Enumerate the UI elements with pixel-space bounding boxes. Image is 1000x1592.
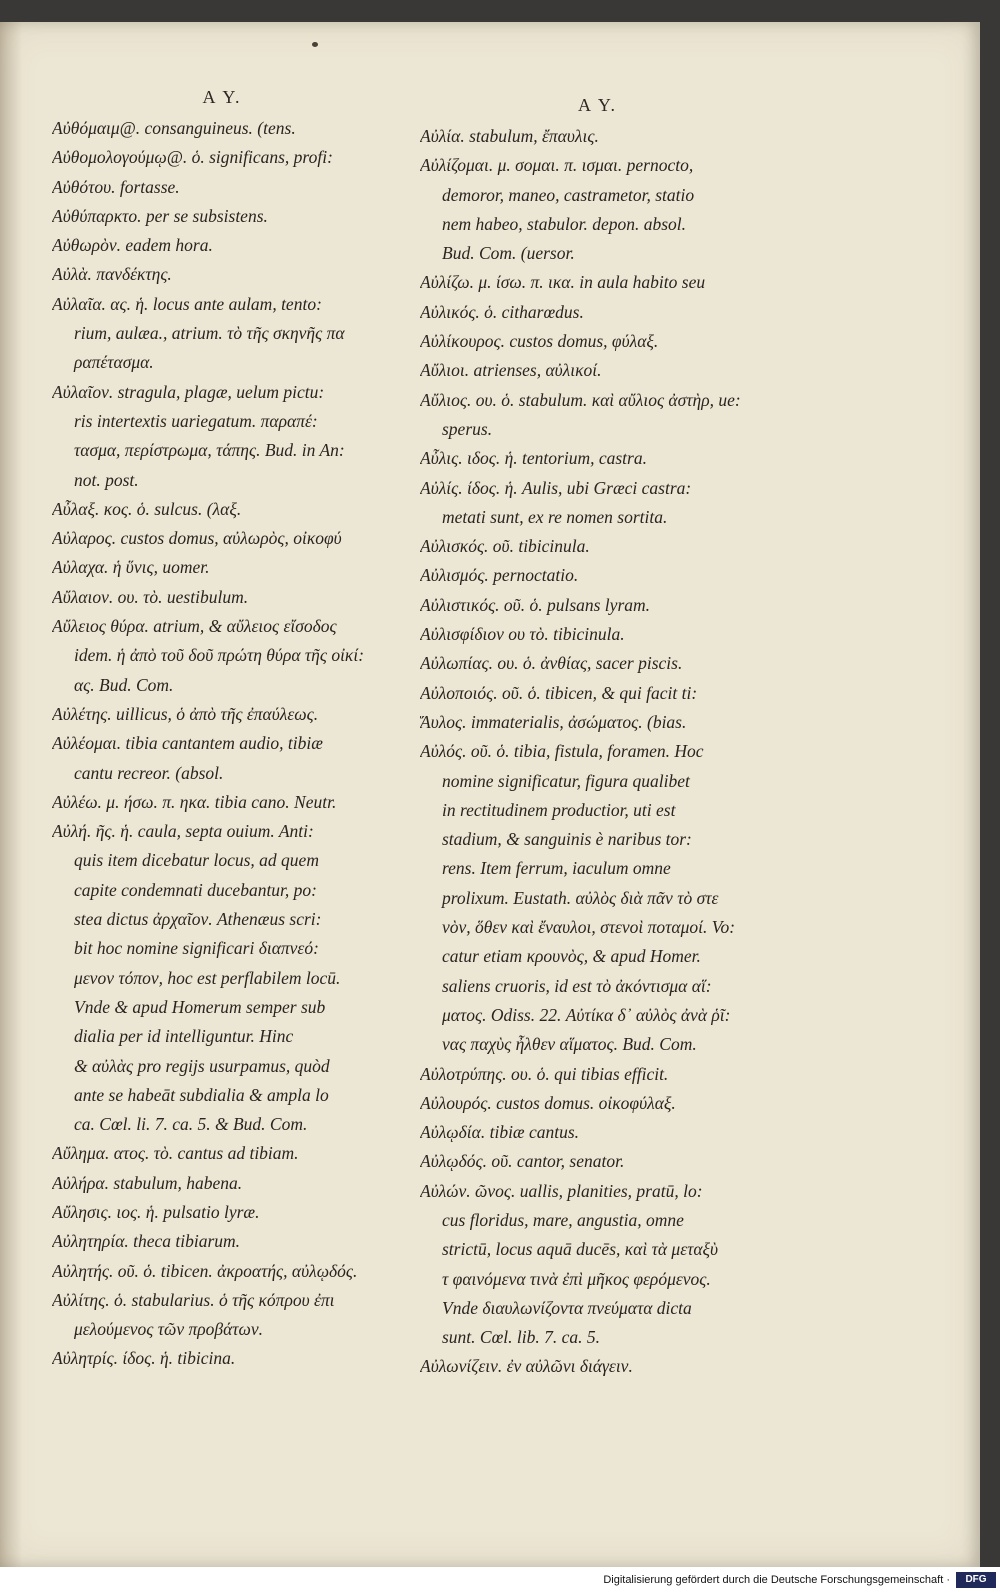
entry-line: Αὐθωρὸν. eadem hora. (52, 235, 213, 256)
entry-line: Αὐλέτης. uillicus, ὁ ἀπὸ τῆς ἐπαύλεως. (52, 703, 319, 724)
entry-line: Αὔλησις. ιος. ἡ. pulsatio lyræ. (52, 1201, 260, 1222)
entry-line: Αὐλή. ῆς. ἡ. caula, septa ouium. Anti: (52, 821, 314, 842)
entry-line: Αὐθύπαρκτο. per se subsistens. (52, 205, 268, 226)
left-column (52, 82, 392, 1374)
ink-spot (312, 42, 318, 47)
entry-line: ματος. Odiss. 22. Αὐτίκα δ᾽ αὐλὸς ἀνὰ ῥῖ: (442, 1004, 731, 1025)
scanned-page (0, 22, 980, 1567)
entry-line: Αὐλήρα. stabulum, habena. (52, 1172, 243, 1193)
entry-line: Vnde διαυλωνίζοντα πνεύματα dicta (442, 1297, 692, 1318)
entry-line: Αὐλαχα. ἡ ὕνις, uomer. (52, 557, 210, 578)
right-column (420, 90, 775, 1382)
entry-line: stadium, & sanguinis è naribus tor: (442, 829, 692, 850)
entry-line: Αὐλητρίς. ίδος. ἡ. tibicina. (52, 1348, 236, 1369)
entry-line: Αὐλία. stabulum, ἔπαυλις. (420, 126, 599, 146)
entry-line: Αὐλός. οῦ. ὁ. tibia, fistula, foramen. Hoc (420, 741, 704, 762)
entry-line: νας παχὺς ἦλθεν αἵματος. Bud. Com. (442, 1034, 697, 1055)
entry-line: Αὐλισφίδιον ου τὸ. tibicinula. (420, 624, 625, 645)
entry-line: Αὐλιστικός. οῦ. ὁ. pulsans lyram. (420, 594, 651, 615)
right-entry-list (420, 122, 775, 1382)
dfg-logo: DFG (956, 1572, 996, 1588)
entry-line: νὸν, ὅθεν καὶ ἔναυλοι, στενοὶ ποταμοί. Vo: (442, 917, 736, 938)
entry-line: ας. Bud. Com. (74, 674, 174, 695)
entry-line: quis item dicebatur locus, ad quem (74, 850, 319, 871)
entry-line: in rectitudinem productior, uti est (442, 799, 676, 820)
entry-line: Bud. Com. (uersor. (442, 243, 575, 264)
entry-line: Αὐθότου. fortasse. (52, 176, 180, 197)
entry-line: not. post. (74, 469, 139, 490)
entry-line: Αὐλέομαι. tibia cantantem audio, tibiæ (52, 733, 323, 754)
entry-line: cantu recreor. (absol. (74, 762, 224, 783)
entry-line: Αὐλητής. οῦ. ὁ. tibicen. ἀκροατής, αὐλῳδός. (52, 1260, 358, 1281)
entry-line: sperus. (442, 418, 493, 439)
entry-line: cus floridus, mare, angustia, omne (442, 1209, 684, 1230)
entry-line: Αὐλοτρύπης. ου. ὁ. qui tibias efficit. (420, 1063, 669, 1084)
entry-line: Αὐλίζω. μ. ίσω. π. ικα. in aula habito seu (420, 272, 706, 293)
entry-line: τ φαινόμενα τινὰ ἐπὶ μῆκος φερόμενος. (442, 1268, 711, 1289)
entry-line: nomine significatur, figura qualibet (442, 770, 690, 791)
entry-line: strictū, locus aquā ducēs, καὶ τὰ μεταξὺ (442, 1239, 719, 1260)
entry-line: catur etiam κρουνὸς, & apud Homer. (442, 946, 701, 967)
entry-line: Αὐλὰ. πανδέκτης. (52, 264, 172, 285)
entry-line: stea dictus ἀρχαῖον. Athenæus scri: (74, 909, 322, 930)
entry-line: Αὐλαῖον. stragula, plagæ, uelum pictu: (52, 381, 325, 402)
entry-line: Αὐθομολογούμῳ@. ὁ. significans, profi: (52, 147, 333, 168)
entry-line: Αὐλίκουρος. custos domus, φύλαξ. (420, 331, 659, 352)
left-entry-list (52, 114, 392, 1374)
entry-line: Αὐλών. ῶνος. uallis, planities, pratū, lo: (420, 1180, 703, 1201)
entry-line: & αὐλὰς pro regijs usurpamus, quòd (74, 1055, 330, 1076)
entry-line: τασμα, περίστρωμα, τάπης. Bud. in An: (74, 440, 345, 461)
entry-line: Αὔλιοι. atrienses, αὐλικοί. (420, 360, 602, 381)
entry-line: Αὐλαρος. custos domus, αὐλωρὸς, οἰκοφύ (52, 528, 342, 549)
entry-line: Αὐθόμαιμ@. consanguineus. (tens. (52, 118, 296, 138)
entry-line: Αὐλίς. ίδος. ἡ. Aulis, ubi Græci castra: (420, 477, 692, 498)
entry-line: Αὐλητηρία. theca tibiarum. (52, 1231, 241, 1252)
entry-line: Αὐλικός. ὁ. citharœdus. (420, 301, 584, 322)
entry-line: metati sunt, ex re nomen sortita. (442, 506, 668, 527)
entry-line: Αὐλίτης. ὁ. stabularius. ὁ τῆς κόπρου ἐπι (52, 1289, 335, 1310)
entry-line: idem. ἡ ἀπὸ τοῦ δοῦ πρώτη θύρα τῆς οἰκί: (74, 645, 365, 666)
entry-line: sunt. Cœl. lib. 7. ca. 5. (442, 1327, 600, 1348)
entry-line: Αὔλειος θύρα. atrium, & αὔλειος εἴσοδος (52, 616, 337, 637)
entry-line: ante se habeāt subdialia & ampla lo (74, 1084, 329, 1105)
entry-line: Αὐλισκός. οῦ. tibicinula. (420, 536, 590, 557)
entry-line: μελούμενος τῶν προβάτων. (74, 1319, 264, 1340)
funding-credit: Digitalisierung gefördert durch die Deutsche Forschungsgemeinschaft · (603, 1574, 950, 1586)
left-running-header: A Y. (202, 87, 242, 107)
entry-line: μενον τόπον, hoc est perflabilem locū. (74, 967, 341, 988)
entry-line: Αὐλῳδία. tibiæ cantus. (420, 1122, 580, 1143)
entry-line: Αὐλοποιός. οῦ. ὁ. tibicen, & qui facit ti: (420, 682, 698, 703)
entry-line: Αὖλις. ιδος. ἡ. tentorium, castra. (420, 448, 647, 469)
entry-line: Αὐλισμός. pernoctatio. (420, 565, 579, 586)
entry-line: Αὔλιος. ου. ὁ. stabulum. καὶ αὔλιος ἀστὴρ, ue: (420, 389, 741, 410)
entry-line: Αὐλουρός. custos domus. οἰκοφύλαξ. (420, 1092, 676, 1113)
entry-line: demoror, maneo, castrametor, statio (442, 184, 695, 205)
entry-line: dialia per id intelliguntur. Hinc (74, 1026, 294, 1047)
entry-line: prolixum. Eustath. αὐλὸς διὰ πᾶν τὸ στε (442, 887, 719, 908)
entry-line: Vnde & apud Homerum semper sub (74, 996, 326, 1017)
entry-line: rens. Item ferrum, iaculum omne (442, 858, 671, 879)
entry-line: rium, aulæa., atrium. τὸ τῆς σκηνῆς πα (74, 323, 345, 344)
entry-line: Ἄυλος. immaterialis, ἀσώματος. (bias. (420, 711, 687, 732)
entry-line: Αὐλωπίας. ου. ὁ. ἀνθίας, sacer piscis. (420, 653, 683, 674)
entry-line: ραπέτασμα. (74, 352, 154, 373)
entry-line: bit hoc nomine significari διαπνεό: (74, 938, 319, 959)
entry-line: ca. Cœl. li. 7. ca. 5. & Bud. Com. (74, 1114, 308, 1135)
entry-line: Αὐλέω. μ. ήσω. π. ηκα. tibia cano. Neutr. (52, 791, 337, 812)
right-running-header: A Y. (577, 95, 618, 115)
entry-line: Αὐλῳδός. οῦ. cantor, senator. (420, 1151, 625, 1172)
entry-line: saliens cruoris, id est τὸ ἀκόντισμα αἵ: (442, 975, 712, 996)
entry-line: Αὖλαξ. κος. ὁ. sulcus. (λαξ. (52, 498, 242, 519)
entry-line: nem habeo, stabulor. depon. absol. (442, 213, 687, 234)
entry-line: capite condemnati ducebantur, po: (74, 879, 318, 900)
entry-line: ris intertextis uariegatum. παραπέ: (74, 410, 318, 431)
entry-line: Αὐλαῖα. ας. ἡ. locus ante aulam, tento: (52, 293, 322, 314)
entry-line: Αὔλαιον. ου. τὸ. uestibulum. (52, 586, 249, 607)
entry-line: Αὐλωνίζειν. ἐν αὐλῶνι διάγειν. (420, 1356, 633, 1377)
entry-line: Αὐλίζομαι. μ. σομαι. π. ισμαι. pernocto, (420, 155, 694, 176)
entry-line: Αὔλημα. ατος. τὸ. cantus ad tibiam. (52, 1143, 299, 1164)
